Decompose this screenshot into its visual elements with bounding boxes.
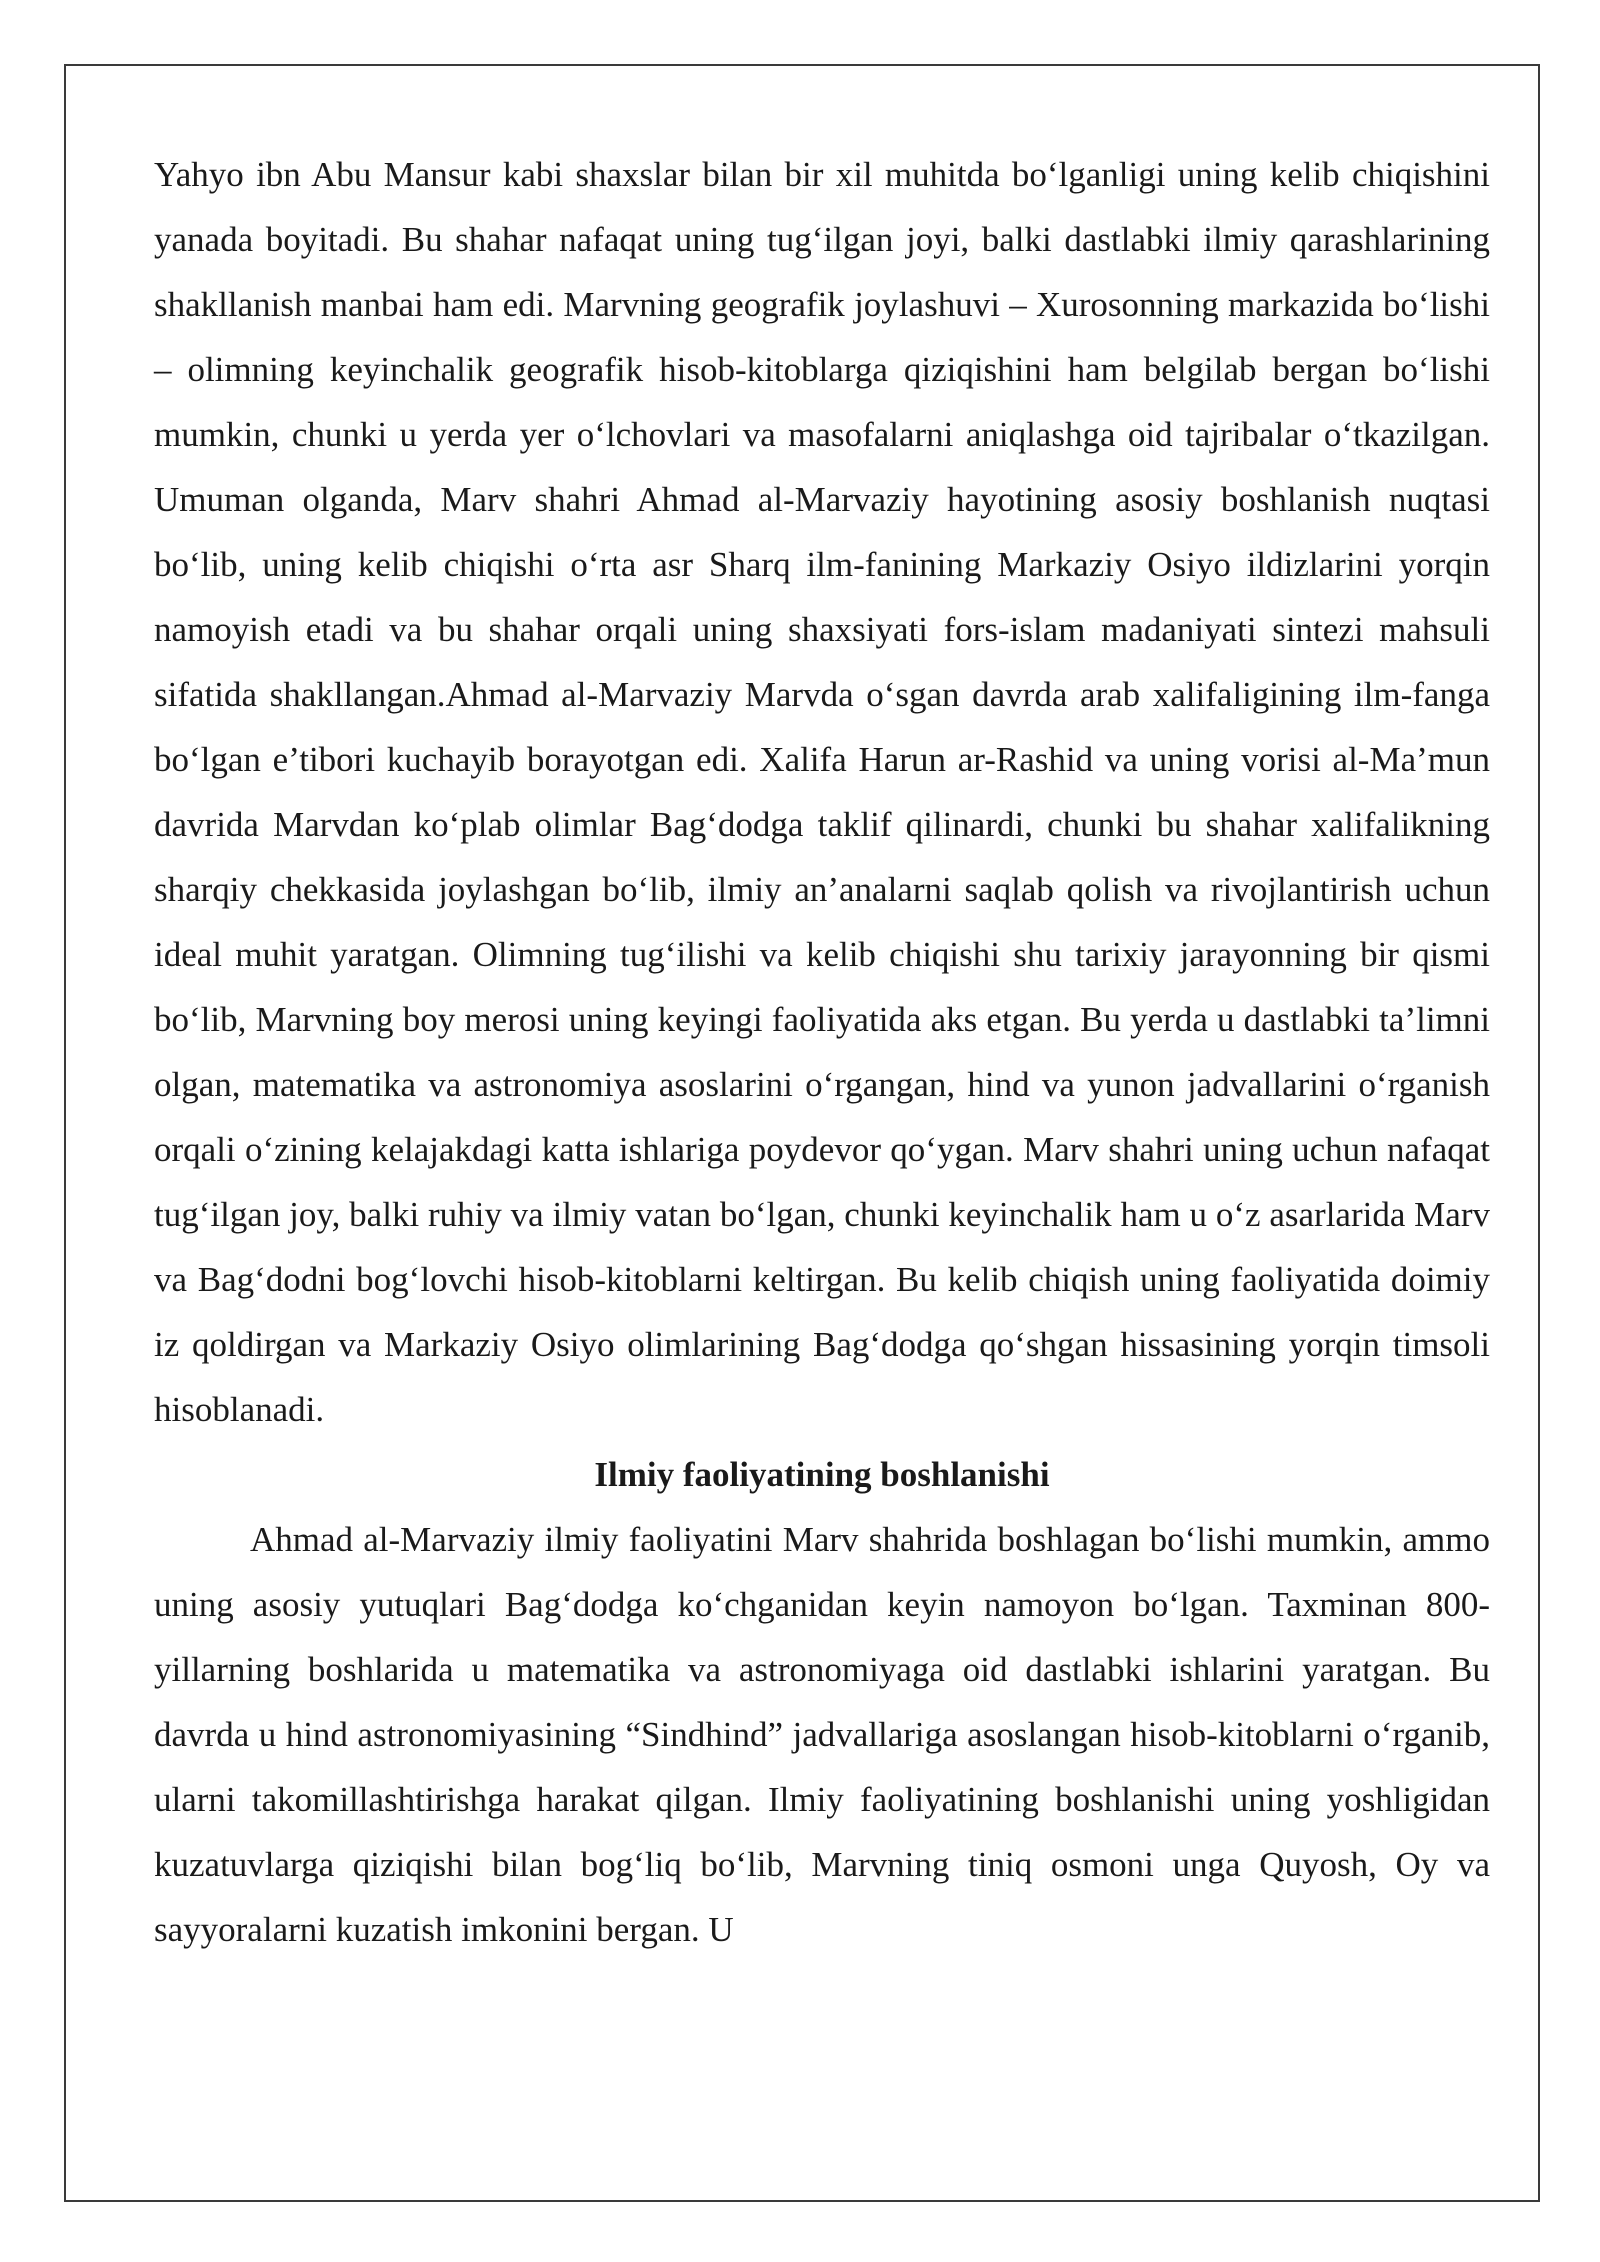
body-paragraph-2: Ahmad al-Marvaziy ilmiy faoliyatini Marv shahrida boshlagan bo‘lishi mumkin, ammo uning asosiy yutuqlari Bag‘dodga ko‘chganidan keyin namoyon bo‘lgan. Taxminan 800-yillarning boshlarida u matematika va astronomiyaga oid dastlabki ishlarini yaratgan. Bu davrda u hind astronomiyasining “Sindhind” jadvallariga asoslangan hisob-kitoblarni o‘rganib, ularni takomillashtirishga harakat qilgan. Ilmiy faoliyatining boshlanishi uning yoshligidan kuzatuvlarga qiziqishi bilan bog‘liq bo‘lib, Marvning tiniq osmoni unga Quyosh, Oy va sayyoralarni kuzatish imkonini bergan. U [154, 1520, 1490, 1949]
document-body [154, 142, 1490, 1962]
body-paragraph-1: Yahyo ibn Abu Mansur kabi shaxslar bilan bir xil muhitda bo‘lganligi uning kelib chiqishini yanada boyitadi. Bu shahar nafaqat uning tug‘ilgan joyi, balki dastlabki ilmiy qarashlarining shakllanish manbai ham edi. Marvning geografik joylashuvi – Xurosonning markazida bo‘lishi – olimning keyinchalik geografik hisob-kitoblarga qiziqishini ham belgilab bergan bo‘lishi mumkin, chunki u yerda yer o‘lchovlari va masofalarni aniqlashga oid tajribalar o‘tkazilgan. Umuman olganda, Marv shahri Ahmad al-Marvaziy hayotining asosiy boshlanish nuqtasi bo‘lib, uning kelib chiqishi o‘rta asr Sharq ilm-fanining Markaziy Osiyo ildizlarini yorqin namoyish etadi va bu shahar orqali uning shaxsiyati fors-islam madaniyati sintezi mahsuli sifatida shakllangan.Ahmad al-Marvaziy Marvda o‘sgan davrda arab xalifaligining ilm-fanga bo‘lgan e’tibori kuchayib borayotgan edi. Xalifa Harun ar-Rashid va uning vorisi al-Ma’mun davrida Marvdan ko‘plab olimlar Bag‘dodga taklif qilinardi, chunki bu shahar xalifalikning sharqiy chekkasida joylashgan bo‘lib, ilmiy an’analarni saqlab qolish va rivojlantirish uchun ideal muhit yaratgan. Olimning tug‘ilishi va kelib chiqishi shu tarixiy jarayonning bir qismi bo‘lib, Marvning boy merosi uning keyingi faoliyatida aks etgan. Bu yerda u dastlabki ta’limni olgan, matematika va astronomiya asoslarini o‘rgangan, hind va yunon jadvallarini o‘rganish orqali o‘zining kelajakdagi katta ishlariga poydevor qo‘ygan. Marv shahri uning uchun nafaqat tug‘ilgan joy, balki ruhiy va ilmiy vatan bo‘lgan, chunki keyinchalik ham u o‘z asarlarida Marv va Bag‘dodni bog‘lovchi hisob-kitoblarni keltirgan. Bu kelib chiqish uning faoliyatida doimiy iz qoldirgan va Markaziy Osiyo olimlarining Bag‘dodga qo‘shgan hissasining yorqin timsoli hisoblanadi. [154, 155, 1490, 1429]
section-heading: Ilmiy faoliyatining boshlanishi [594, 1455, 1050, 1494]
